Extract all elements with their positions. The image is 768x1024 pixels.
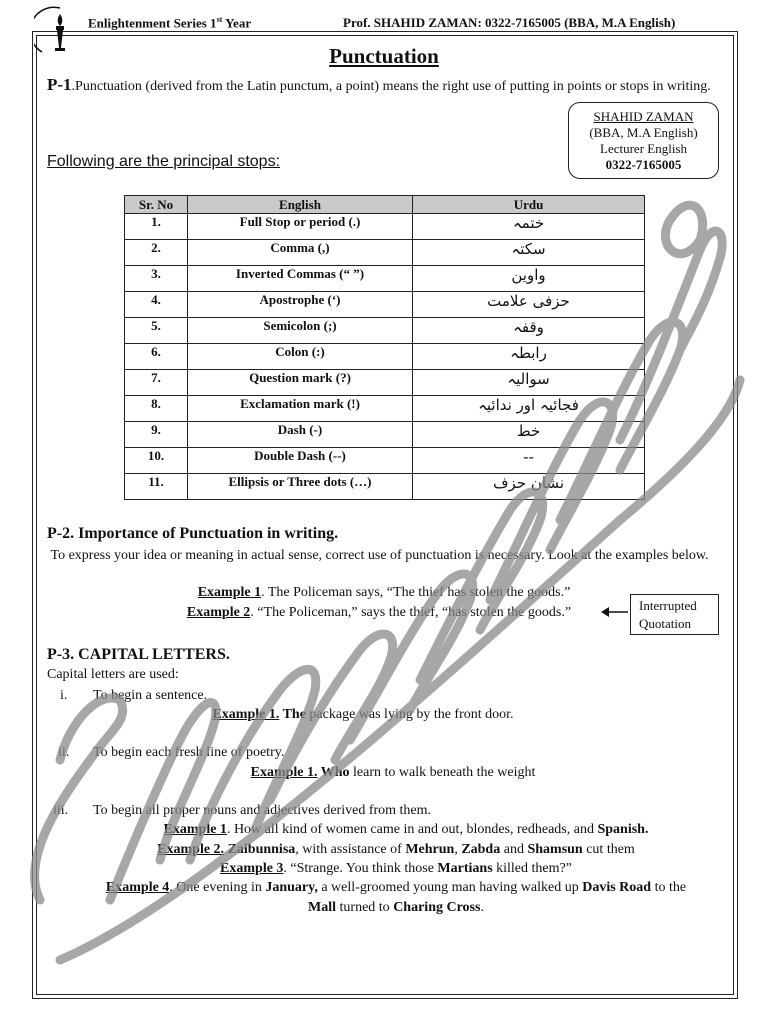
roman-iii: iii. xyxy=(53,803,69,818)
rule-iii-example-1: Example 1. How all kind of women came in and out, blondes, redheads, and Spanish. xyxy=(163,822,649,837)
rule-iii-example-4-line-2: Mall turned to Charing Cross. xyxy=(308,900,484,915)
roman-i: i. xyxy=(60,688,68,703)
table-row xyxy=(125,474,645,500)
cell-english: Double Dash (--) xyxy=(188,448,413,474)
table-row xyxy=(125,240,645,266)
cell-urdu: واوین xyxy=(413,266,645,292)
author-card xyxy=(568,102,719,179)
header-english: English xyxy=(188,196,413,214)
rule-iii-example-2: Example 2. Zaibunnisa, with assistance of Mehrun, Zabda and Shamsun cut them xyxy=(157,842,635,857)
stops-heading: Following are the principal stops: xyxy=(47,153,281,170)
table-row xyxy=(125,292,645,318)
p1-paragraph xyxy=(47,75,717,96)
cell-english: Dash (-) xyxy=(188,422,413,448)
header-sr-no: Sr. No xyxy=(125,196,188,214)
table-row xyxy=(125,266,645,292)
table-row xyxy=(125,422,645,448)
rule-iii-example-3: Example 3. “Strange. You think those Martians killed them?” xyxy=(220,861,572,876)
cell-sr-no: 9. xyxy=(125,422,188,448)
cell-urdu: -- xyxy=(413,448,645,474)
p2-example-2: Example 2. “The Policeman,” says the thief, “has stolen the goods.” xyxy=(186,605,572,620)
cell-sr-no: 1. xyxy=(125,214,188,240)
punctuation-table xyxy=(124,195,645,500)
cell-sr-no: 5. xyxy=(125,318,188,344)
cell-english: Comma (,) xyxy=(188,240,413,266)
cell-english: Apostrophe (‘) xyxy=(188,292,413,318)
cell-sr-no: 4. xyxy=(125,292,188,318)
header-series: Enlightenment Series 1st Year xyxy=(88,15,252,31)
table-header-row xyxy=(125,196,645,214)
cell-sr-no: 10. xyxy=(125,448,188,474)
p2-heading: P-2. Importance of Punctuation in writing. xyxy=(47,525,339,542)
table-row xyxy=(125,344,645,370)
roman-ii: ii. xyxy=(58,745,70,760)
p3-intro: Capital letters are used: xyxy=(47,667,179,682)
table-row xyxy=(125,448,645,474)
cell-urdu: حزفی علامت xyxy=(413,292,645,318)
header-urdu: Urdu xyxy=(413,196,645,214)
rule-iii-text: To begin all proper nouns and adjectives derived from them. xyxy=(93,803,432,818)
header-author: Prof. SHAHID ZAMAN: 0322-7165005 (BBA, M.A English) xyxy=(343,15,676,30)
author-name: SHAHID ZAMAN xyxy=(593,109,694,124)
p1-text: .Punctuation (derived from the Latin punctum, a point) means the right use of putting in points or stops in writing. xyxy=(71,79,711,94)
cell-urdu: وقفہ xyxy=(413,318,645,344)
cell-sr-no: 7. xyxy=(125,370,188,396)
rule-ii-text: To begin each fresh line of poetry. xyxy=(93,745,285,760)
page-title: Punctuation xyxy=(329,44,439,68)
table-row xyxy=(125,370,645,396)
table-row xyxy=(125,214,645,240)
p3-heading: P-3. CAPITAL LETTERS. xyxy=(47,646,230,663)
rule-ii-example: Example 1. Who learn to walk beneath the weight xyxy=(250,765,536,780)
rule-iii-example-4-line-1: Example 4. One evening in January, a well-groomed young man having walked up Davis Road to the xyxy=(105,880,687,895)
cell-english: Exclamation mark (!) xyxy=(188,396,413,422)
p2-text: To express your idea or meaning in actual sense, correct use of punctuation is necessary. Look at the examples below. xyxy=(50,548,709,563)
cell-english: Question mark (?) xyxy=(188,370,413,396)
author-qualification: (BBA, M.A English) xyxy=(589,125,698,140)
p1-label: P-1 xyxy=(47,75,72,94)
cell-sr-no: 11. xyxy=(125,474,188,500)
cell-english: Full Stop or period (.) xyxy=(188,214,413,240)
cell-urdu: ختمہ xyxy=(413,214,645,240)
arrow-left-icon xyxy=(601,605,629,619)
cell-urdu: سکتہ xyxy=(413,240,645,266)
cell-english: Ellipsis or Three dots (…) xyxy=(188,474,413,500)
cell-sr-no: 6. xyxy=(125,344,188,370)
cell-urdu: رابطہ xyxy=(413,344,645,370)
cell-urdu: سوالیہ xyxy=(413,370,645,396)
cell-english: Semicolon (;) xyxy=(188,318,413,344)
author-role: Lecturer English xyxy=(600,141,687,156)
rule-i-example: Example 1. The package was lying by the front door. xyxy=(212,707,514,722)
author-phone: 0322-7165005 xyxy=(605,157,682,172)
cell-sr-no: 3. xyxy=(125,266,188,292)
cell-sr-no: 2. xyxy=(125,240,188,266)
cell-english: Inverted Commas (“ ”) xyxy=(188,266,413,292)
p2-example-1: Example 1. The Policeman says, “The thief has stolen the goods.” xyxy=(197,585,571,600)
cell-urdu: خط xyxy=(413,422,645,448)
cell-english: Colon (:) xyxy=(188,344,413,370)
table-row xyxy=(125,318,645,344)
cell-urdu: نشان حزف xyxy=(413,474,645,500)
interrupted-quotation-note: Interrupted Quotation xyxy=(630,594,719,635)
cell-sr-no: 8. xyxy=(125,396,188,422)
table-row xyxy=(125,396,645,422)
rule-i-text: To begin a sentence. xyxy=(93,688,208,703)
cell-urdu: فجائیہ اور ندائیہ xyxy=(413,396,645,422)
